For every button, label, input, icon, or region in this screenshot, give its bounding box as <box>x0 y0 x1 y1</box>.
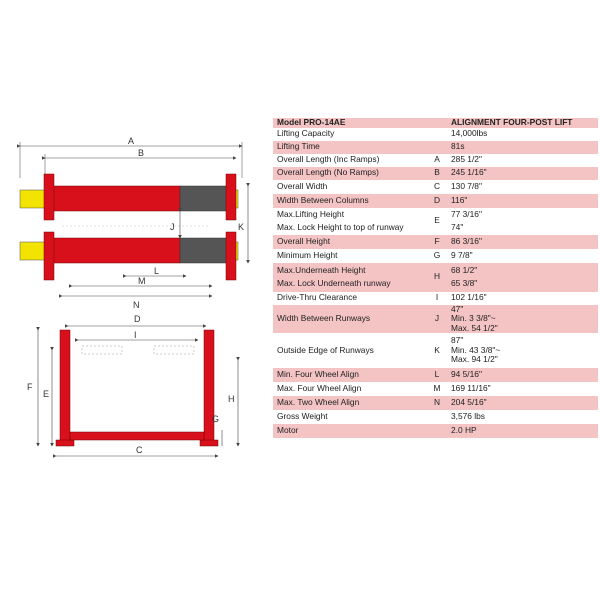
dim-label-k: K <box>238 222 245 232</box>
dim-label-f: F <box>27 382 33 392</box>
spec-key: J <box>427 305 447 334</box>
spec-value-line: 169 11/16" <box>451 383 491 394</box>
spec-value-line: 3,576 lbs <box>451 411 485 422</box>
spec-row <box>273 141 598 154</box>
spec-label-line: Max. Lock Height to top of runway <box>277 222 404 232</box>
spec-value-line: 87" <box>451 335 464 346</box>
spec-key: E <box>427 208 447 235</box>
spec-value <box>447 194 598 208</box>
spec-row <box>273 333 598 368</box>
spec-label-line: Width Between Runways <box>277 313 371 323</box>
dim-label-i: I <box>134 330 137 340</box>
spec-header-row <box>273 118 598 128</box>
spec-label-line: Gross Weight <box>277 411 328 422</box>
spec-value <box>447 208 598 235</box>
spec-value-line: 81s <box>451 141 465 152</box>
spec-value <box>447 154 598 167</box>
spec-key <box>427 141 447 154</box>
spec-row <box>273 263 598 292</box>
spec-label-line: Overall Length (No Ramps) <box>277 167 379 178</box>
dim-label-j: J <box>170 222 175 232</box>
spec-label-line: Max.Lifting Height <box>277 208 345 219</box>
spec-label <box>273 249 427 263</box>
spec-row <box>273 424 598 438</box>
spec-value-line: 102 1/16" <box>451 292 487 303</box>
spec-value-line: Min. 3 3/8"~ <box>451 313 496 323</box>
spec-key: M <box>427 382 447 396</box>
spec-label <box>273 180 427 194</box>
spec-label-line: Overall Height <box>277 235 331 246</box>
spec-key <box>427 128 447 141</box>
spec-key: I <box>427 292 447 305</box>
dim-label-e: E <box>43 389 50 399</box>
spec-label-line: Overall Width <box>277 180 328 191</box>
dim-label-a: A <box>128 136 135 146</box>
spec-value-line: 116" <box>451 194 468 205</box>
spec-key <box>427 410 447 424</box>
spec-label-line: Lifting Capacity <box>277 128 335 139</box>
dim-label-n: N <box>133 300 140 310</box>
spec-label <box>273 396 427 410</box>
model-header: Model PRO-14AE <box>273 118 427 128</box>
spec-value-line: Min. 43 3/8"~ <box>451 344 501 355</box>
spec-key <box>427 424 447 438</box>
spec-value-line: 204 5/16" <box>451 397 487 408</box>
spec-key: K <box>427 333 447 368</box>
spec-value <box>447 396 598 410</box>
dim-label-h: H <box>228 394 235 404</box>
spec-label-line: Max.Underneath Height <box>277 264 366 275</box>
spec-value <box>447 249 598 263</box>
spec-label <box>273 235 427 249</box>
spec-row <box>273 305 598 334</box>
spec-label <box>273 167 427 180</box>
spec-row <box>273 154 598 167</box>
spec-row <box>273 128 598 141</box>
spec-label <box>273 410 427 424</box>
spec-value-line: 245 1/16" <box>451 167 487 178</box>
spec-value <box>447 180 598 194</box>
spec-value-line: 77 3/16" <box>451 208 482 219</box>
spec-label <box>273 141 427 154</box>
spec-row <box>273 208 598 235</box>
top-view <box>20 136 248 310</box>
spec-value <box>447 128 598 141</box>
spec-label <box>273 154 427 167</box>
spec-row <box>273 396 598 410</box>
dim-label-c: C <box>136 445 143 455</box>
spec-label-line: Lifting Time <box>277 141 320 152</box>
spec-label-line: Max. Four Wheel Align <box>277 383 362 394</box>
spec-value <box>447 424 598 438</box>
spec-key: B <box>427 167 447 180</box>
spec-value-line: 130 7/8" <box>451 180 482 191</box>
spec-label-line: Width Between Columns <box>277 194 369 205</box>
dim-label-m: M <box>138 276 146 286</box>
spec-value-line: 74" <box>451 222 464 232</box>
spec-row <box>273 249 598 263</box>
spec-label <box>273 382 427 396</box>
spec-value <box>447 235 598 249</box>
spec-key: F <box>427 235 447 249</box>
spec-value <box>447 141 598 154</box>
spec-row <box>273 368 598 382</box>
spec-label <box>273 194 427 208</box>
spec-value-line: 2.0 HP <box>451 425 477 436</box>
spec-label <box>273 292 427 305</box>
dim-label-l: L <box>154 266 160 276</box>
spec-label <box>273 333 427 368</box>
spec-label <box>273 305 427 334</box>
spec-key: N <box>427 396 447 410</box>
spec-value-line: 47" <box>451 304 464 314</box>
dim-label-d: D <box>134 314 141 324</box>
spec-label-line: Drive-Thru Clearance <box>277 292 358 303</box>
spec-key: L <box>427 368 447 382</box>
spec-label-line: Minimum Height <box>277 249 338 260</box>
spec-key: C <box>427 180 447 194</box>
spec-key: H <box>427 263 447 292</box>
spec-table <box>273 118 598 438</box>
spec-label-line: Min. Four Wheel Align <box>277 369 359 380</box>
spec-value-line: 86 3/16" <box>451 235 482 246</box>
spec-value <box>447 167 598 180</box>
dim-label-b: B <box>138 148 145 158</box>
spec-value-line: Max. 54 1/2" <box>451 322 498 333</box>
spec-label <box>273 128 427 141</box>
front-view <box>27 314 238 456</box>
spec-label <box>273 208 427 235</box>
spec-label <box>273 263 427 292</box>
dim-label-g: G <box>212 414 220 424</box>
spec-value <box>447 333 598 368</box>
spec-value-line: 285 1/2" <box>451 154 482 165</box>
type-header: ALIGNMENT FOUR-POST LIFT <box>447 118 598 128</box>
spec-value <box>447 263 598 292</box>
spec-value-line: 65 3/8" <box>451 278 478 288</box>
spec-value <box>447 305 598 334</box>
spec-value-line: 9 7/8" <box>451 249 473 260</box>
spec-label-line: Outside Edge of Runways <box>277 344 374 355</box>
spec-value-line: 94 5/16" <box>451 369 482 380</box>
spec-value <box>447 382 598 396</box>
spec-row <box>273 180 598 194</box>
spec-row <box>273 167 598 180</box>
spec-key: A <box>427 154 447 167</box>
spec-label-line: Max. Lock Underneath runway <box>277 278 391 288</box>
spec-row <box>273 194 598 208</box>
spec-label-line: Max. Two Wheel Align <box>277 397 360 408</box>
spec-label-line: Motor <box>277 425 299 436</box>
spec-value-line: 14,000lbs <box>451 128 488 139</box>
spec-row <box>273 292 598 305</box>
spec-value-line: 68 1/2" <box>451 264 478 275</box>
spec-label-line: Overall Length (Inc Ramps) <box>277 154 380 165</box>
spec-value-line: Max. 94 1/2" <box>451 354 498 365</box>
spec-key: D <box>427 194 447 208</box>
spec-key: G <box>427 249 447 263</box>
lift-dimension-diagram <box>0 0 270 600</box>
spec-label <box>273 424 427 438</box>
spec-value <box>447 368 598 382</box>
spec-row <box>273 235 598 249</box>
spec-row <box>273 410 598 424</box>
spec-value <box>447 292 598 305</box>
spec-value <box>447 410 598 424</box>
spec-label <box>273 368 427 382</box>
spec-row <box>273 382 598 396</box>
